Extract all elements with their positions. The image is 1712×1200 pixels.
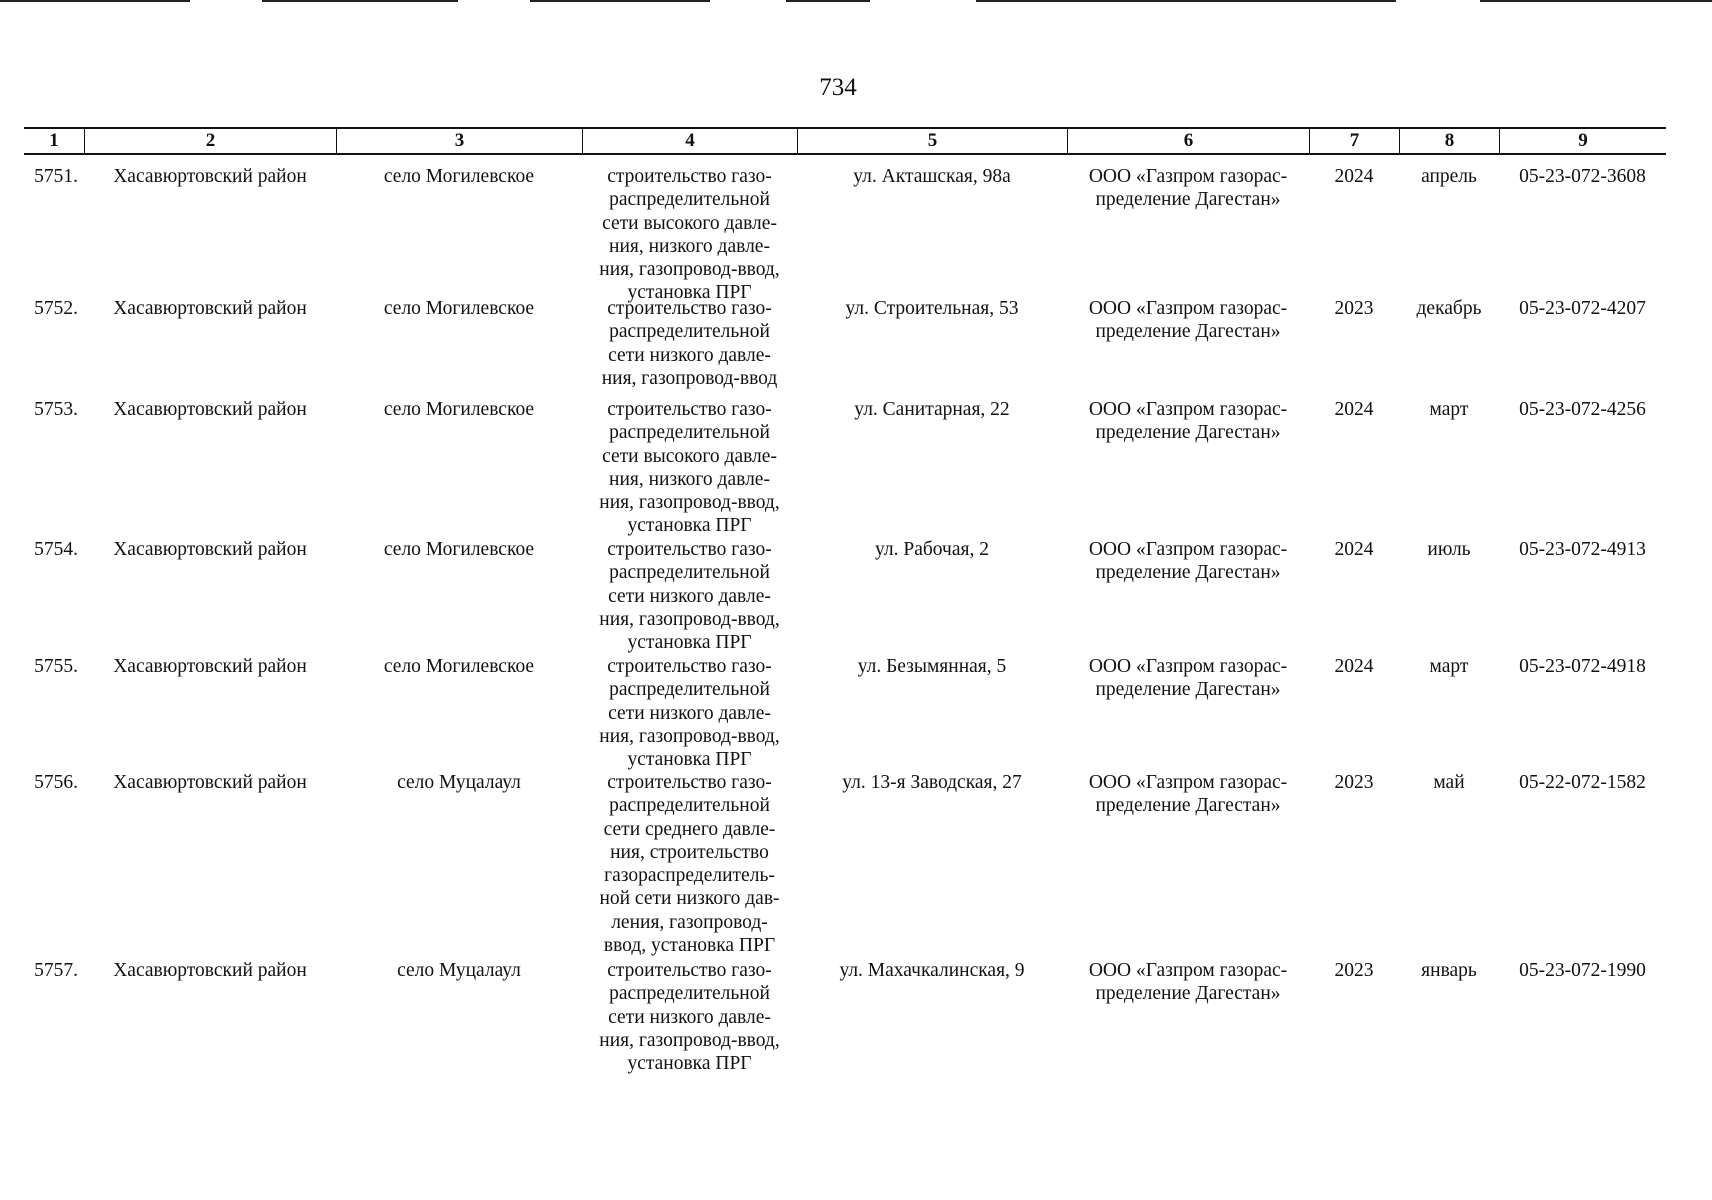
year-cell: 2023 (1334, 772, 1374, 793)
district-cell: Хасавюртовский район (113, 772, 307, 793)
code-cell: 05-23-072-4913 (1519, 539, 1646, 560)
work-description-cell: строительство газо- распределительной сети высокого давле- ния, низкого давле- ния, газопровод-ввод, установка ПРГ (599, 399, 780, 537)
address-cell: ул. Санитарная, 22 (854, 399, 1010, 420)
organization-cell: ООО «Газпром газорас- пределение Дагестан» (1088, 772, 1288, 817)
district-cell: Хасавюртовский район (113, 399, 307, 420)
locality-cell: село Муцалаул (397, 960, 521, 981)
code-cell: 05-23-072-4207 (1519, 298, 1646, 319)
scan-edge-line (262, 0, 458, 2)
column-number: 1 (49, 130, 59, 151)
address-cell: ул. 13-я Заводская, 27 (842, 772, 1022, 793)
column-number: 6 (1067, 129, 1309, 153)
code-cell: 05-22-072-1582 (1519, 772, 1646, 793)
work-description-cell: строительство газо- распределительной сети высокого давле- ния, низкого давле- ния, газопровод-ввод, установка ПРГ (599, 166, 780, 304)
row-number: 5755. (34, 656, 78, 677)
address-cell: ул. Строительная, 53 (845, 298, 1019, 319)
organization-cell: ООО «Газпром газорас- пределение Дагестан» (1088, 960, 1288, 1005)
year-cell: 2024 (1334, 399, 1374, 420)
code-cell: 05-23-072-4918 (1519, 656, 1646, 677)
month-cell: апрель (1421, 166, 1477, 187)
district-cell: Хасавюртовский район (113, 298, 307, 319)
code-cell: 05-23-072-4256 (1519, 399, 1646, 420)
month-cell: декабрь (1416, 298, 1482, 319)
table-row (24, 398, 1666, 538)
year-cell: 2024 (1334, 656, 1374, 677)
table-row (24, 538, 1666, 655)
organization-cell: ООО «Газпром газорас- пределение Дагестан» (1088, 539, 1288, 584)
page-number: 734 (819, 74, 857, 101)
district-cell: Хасавюртовский район (113, 539, 307, 560)
organization-cell: ООО «Газпром газорас- пределение Дагестан» (1088, 399, 1288, 444)
district-cell: Хасавюртовский район (113, 166, 307, 187)
locality-cell: село Могилевское (383, 399, 535, 420)
organization-cell: ООО «Газпром газорас- пределение Дагестан» (1088, 298, 1288, 343)
month-cell: март (1429, 656, 1469, 677)
month-cell: июль (1427, 539, 1471, 560)
table-row (24, 165, 1666, 304)
year-cell: 2023 (1334, 960, 1374, 981)
address-cell: ул. Безымянная, 5 (857, 656, 1007, 677)
month-cell: январь (1421, 960, 1477, 981)
table-row (24, 655, 1666, 771)
year-cell: 2023 (1334, 298, 1374, 319)
address-cell: ул. Акташская, 98а (853, 166, 1011, 187)
work-description-cell: строительство газо- распределительной сети среднего давле- ния, строительство газораспределитель- ной сети низкого дав- ления, газопровод- ввод, установка ПРГ (599, 772, 780, 957)
scan-edge-line (0, 0, 190, 2)
work-description-cell: строительство газо- распределительной сети низкого давле- ния, газопровод-ввод, установка ПРГ (599, 656, 780, 771)
locality-cell: село Муцалаул (397, 772, 521, 793)
year-cell: 2024 (1334, 539, 1374, 560)
table-row (24, 771, 1666, 959)
month-cell: март (1429, 399, 1469, 420)
locality-cell: село Могилевское (383, 539, 535, 560)
work-description-cell: строительство газо- распределительной сети низкого давле- ния, газопровод-ввод, установка ПРГ (599, 539, 780, 654)
column-number: 2 (84, 129, 336, 153)
address-cell: ул. Рабочая, 2 (875, 539, 989, 560)
code-cell: 05-23-072-1990 (1519, 960, 1646, 981)
code-cell: 05-23-072-3608 (1519, 166, 1646, 187)
scan-edge-line (1480, 0, 1712, 2)
organization-cell: ООО «Газпром газорас- пределение Дагестан» (1088, 166, 1288, 211)
district-cell: Хасавюртовский район (113, 656, 307, 677)
row-number: 5757. (34, 960, 78, 981)
row-number: 5751. (34, 166, 78, 187)
column-number: 7 (1309, 129, 1399, 153)
column-number: 3 (336, 129, 582, 153)
scan-edge-line (786, 0, 870, 2)
row-number: 5756. (34, 772, 78, 793)
district-cell: Хасавюртовский район (113, 960, 307, 981)
scan-edge-line (976, 0, 1396, 2)
column-number-header (24, 127, 1666, 155)
table-row (24, 297, 1666, 398)
year-cell: 2024 (1334, 166, 1374, 187)
locality-cell: село Могилевское (383, 298, 535, 319)
row-number: 5752. (34, 298, 78, 319)
scan-edge-line (530, 0, 710, 2)
column-number: 4 (582, 129, 797, 153)
table-row (24, 959, 1666, 1079)
address-cell: ул. Махачкалинская, 9 (839, 960, 1025, 981)
row-number: 5754. (34, 539, 78, 560)
column-number: 8 (1399, 129, 1499, 153)
locality-cell: село Могилевское (383, 656, 535, 677)
row-number: 5753. (34, 399, 78, 420)
work-description-cell: строительство газо- распределительной сети низкого давле- ния, газопровод-ввод, установка ПРГ (599, 960, 780, 1075)
organization-cell: ООО «Газпром газорас- пределение Дагестан» (1088, 656, 1288, 701)
column-number: 5 (797, 129, 1067, 153)
locality-cell: село Могилевское (383, 166, 535, 187)
work-description-cell: строительство газо- распределительной сети низкого давле- ния, газопровод-ввод (601, 298, 778, 389)
month-cell: май (1433, 772, 1465, 793)
document-table (24, 127, 1666, 1079)
column-number: 9 (1499, 129, 1666, 153)
